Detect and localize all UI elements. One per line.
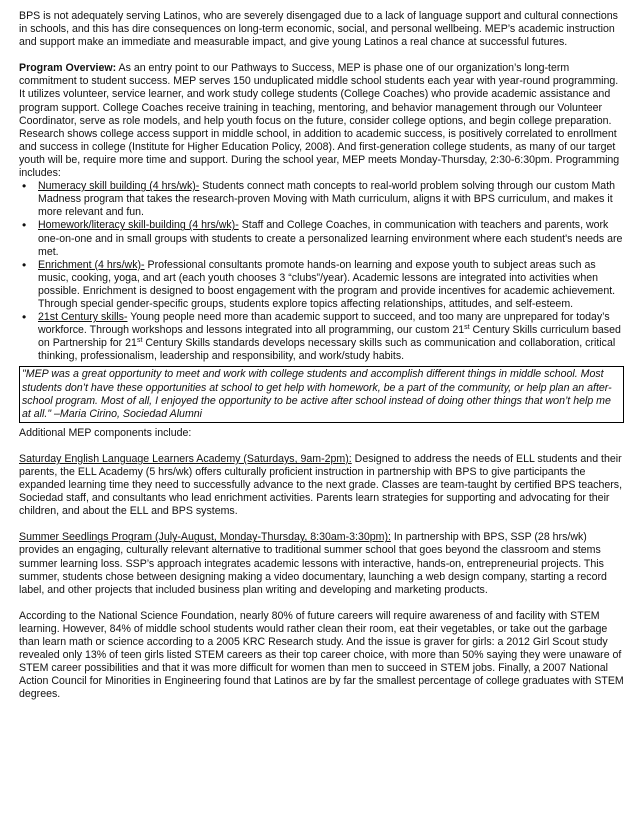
- enrichment-text: Professional consultants promote hands-on learning and expose youth to subject areas such as music, cooking, yoga, and art (each youth chooses 3 “clubs”/year). Academic lessons are integrated into activities when possible. Enrichment is designed to boost engagement with the program and provide incentives for academic achievement. Through special gender-specific groups, students explore topics affecting relationships, attitudes, and self-esteem.: [38, 258, 616, 310]
- homework-title: Homework/literacy skill-building (4 hrs/wk)-: [38, 219, 239, 232]
- paragraph-gap: [19, 440, 624, 453]
- summer-seedlings-title: Summer Seedlings Program (July-August, Monday-Thursday, 8:30am-3:30pm):: [19, 531, 391, 544]
- century-skills-text-b: Century Skills curriculum based on Partnership for 21: [38, 324, 621, 350]
- testimonial-quote-box: [19, 366, 624, 422]
- enrichment-title: Enrichment (4 hrs/wk)-: [38, 258, 145, 271]
- numeracy-text: Students connect math concepts to real-world problem solving through our custom Math Madness program that takes the research-proven Moving with Math curriculum, aligns it with BPS curriculum, and makes it more relevant and fun.: [38, 180, 616, 219]
- paragraph-gap: [19, 518, 624, 531]
- saturday-academy-paragraph: [19, 453, 624, 518]
- list-item-enrichment: [19, 259, 624, 311]
- program-overview-heading: Program Overview:: [19, 62, 117, 75]
- saturday-academy-title: Saturday English Language Learners Academy (Saturdays, 9am-2pm):: [19, 452, 352, 465]
- superscript-st: st: [136, 337, 143, 345]
- summer-seedlings-paragraph: [19, 531, 624, 596]
- stem-paragraph: According to the National Science Foundation, nearly 80% of future careers will require awareness of and facility with STEM learning. However, 84% of middle school students would rather clean their room, eat their vegetables, or take out the garbage than learn math or science according to a 2005 KRC Research study. And the issue is graver for girls: a 2012 Girl Scout study revealed only 13% of teen girls listed STEM careers as their top career choice, with more than 50% saying they were unaware of STEM career possibilities and that it was more difficult for women than men to succeed in STEM jobs. Finally, a 2007 National Action Council for Minorities in Engineering found that Latinos are by far the smallest percentage of college graduates with STEM degrees.: [19, 609, 624, 701]
- paragraph-gap: [19, 597, 624, 610]
- list-item-21st-century: [19, 311, 624, 363]
- homework-text: Staff and College Coaches, in communication with teachers and parents, work one-on-one and in small groups with students to create a personalized learning environment where each student's needs are met.: [38, 219, 623, 258]
- superscript-st: st: [464, 324, 470, 332]
- list-item-numeracy: [19, 180, 624, 219]
- testimonial-quote-text: "MEP was a great opportunity to meet and work with college students and accomplish different things in middle school. Most students don’t have these opportunities at school to get help with homework, be a part of the community, or help plan an after-school program. Most of all, I enjoyed the opportunity to be active after school instead of doing other things that won’t help me at all." –Maria Cirino, Sociedad Alumni: [22, 368, 612, 420]
- numeracy-title: Numeracy skill building (4 hrs/wk)-: [38, 180, 200, 193]
- century-skills-text-a: Young people need more than academic support to succeed, and too many are unprepared for today’s workforce. Through workshops and lessons integrated into all programming, our custom 21: [38, 311, 610, 337]
- list-item-homework: [19, 219, 624, 258]
- century-skills-title: 21st Century skills-: [38, 311, 128, 324]
- additional-components-heading: Additional MEP components include:: [19, 426, 192, 439]
- intro-paragraph: BPS is not adequately serving Latinos, who are severely disengaged due to a lack of language support and cultural connections in schools, and this has dire consequences on long-term economic, social, and personal wellbeing. MEP’s academic instruction and support make an immediate and measurable impact, and give young Latinos a real chance at successful futures.: [19, 10, 618, 49]
- programming-list: [19, 180, 624, 363]
- program-overview-paragraph: [19, 62, 624, 180]
- paragraph-gap: [19, 49, 624, 62]
- summer-seedlings-text: In partnership with BPS, SSP (28 hrs/wk) provides an engaging, culturally relevant alternative to traditional summer school that goes beyond the classroom and stems summer learning loss. SSP’s approach integrates academic lessons with interactive, hands-on, entrepreneurial projects. This summer, students chose between designing making a video documentary, launching a web design company, starting a record label, and other projects that included business plan writing and developing and marketing products.: [19, 531, 607, 596]
- saturday-academy-text: Designed to address the needs of ELL students and their parents, the ELL Academy (5 hrs/wk) offers culturally proficient instruction in partnership with BPS to give participants the expanded learning time they need to successfully advance to the next grade. Classes are team-taught by certified BPS teachers, Sociedad staff, and consultants who lead enrichment activities. Parents learn strategies for supporting and advocating for their children, and about the ELL and BPS systems.: [19, 452, 623, 518]
- century-skills-text-c: Century Skills standards develops necessary skills such as communication and collaboration, critical thinking, professionalism, leadership and responsibility, and work/study habits.: [38, 337, 616, 363]
- program-overview-text: As an entry point to our Pathways to Success, MEP is phase one of our organization’s long-term commitment to student success. MEP serves 150 unduplicated middle school students each year with year-round programming. It utilizes volunteer, service learner, and work study college students (College Coaches) who provide academic assistance and program support. College Coaches receive training in teaching, mentoring, and behavior management through our Volunteer Coordinator, serve as role models, and help youth focus on the future, consider college options, and begin college preparation. Research shows college access support in middle school, in addition to academic success, is positively correlated to enrollment and success in college (Institute for Higher Education Policy, 2008). And first-generation college students, as many of our target youth will be, require more time and support. During the school year, MEP meets Monday-Thursday, 2:30-6:30pm. Programming includes:: [19, 62, 620, 180]
